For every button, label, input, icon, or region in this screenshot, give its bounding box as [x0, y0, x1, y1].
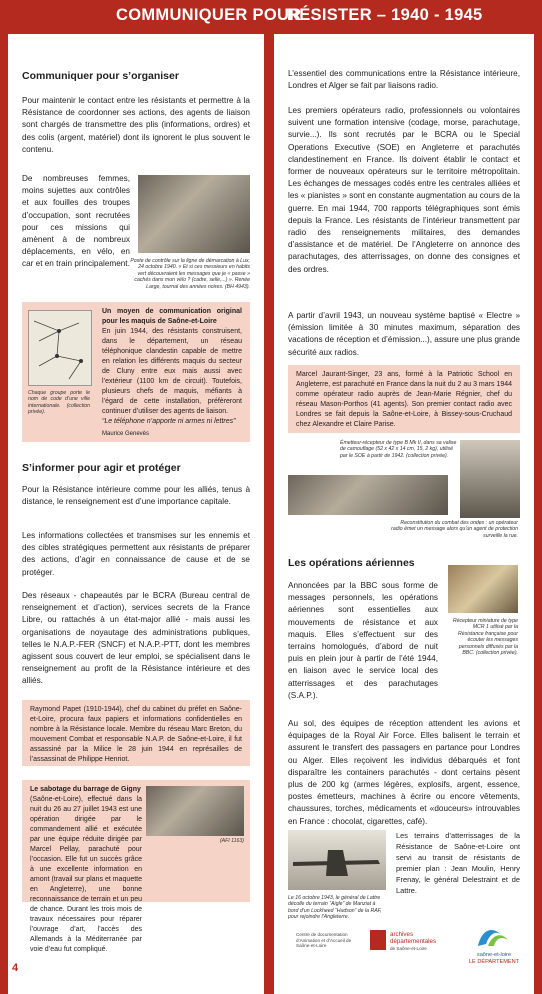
page-header [0, 0, 542, 34]
logo-archives-text [390, 931, 460, 952]
caption-plane: Le 16 octobre 1943, le général de Lattre décolle du terrain “Aigle” de Manziat à bord d’un Lockheed “Hudson” de la RAF, pour rejoindre l’Angleterre. [288, 895, 382, 921]
departement-wave-icon [472, 922, 512, 950]
paragraph-renseignement: Pour la Résistance intérieure comme pour les alliés, tenus à distance, le renseignement est d’une importance capitale. [22, 485, 250, 507]
right-border [534, 34, 542, 994]
photo-radio-operator [460, 440, 520, 518]
paragraph-liaison: Pour maintenir le contact entre les résistants et permettre à la Résistance de coordonner ses actions, des agents de liaison sont chargés de transmettre des plis (informations, ordres) et des colis (argent, matériel) dont ils ignorent le plus souvent le contenu. [22, 96, 250, 154]
logo-archives-mark [370, 930, 386, 950]
section-title-organiser: Communiquer pour s’organiser [22, 70, 179, 82]
paragraph-liaisons-radio: L’essentiel des communications entre la Résistance intérieure, Londres et Alger se fait par liaisons radio. [288, 69, 520, 91]
caption-receiver: Récepteur miniature de type MCR 1 utilisé par la Résistance française pour écouter les messages personnels diffusés par la BBC. (collection privée). [452, 618, 518, 657]
section-title-informer: S’informer pour agir et protéger [22, 462, 181, 474]
header-title-right: RÉSISTER – 1940 - 1945 [287, 6, 483, 24]
header-title-left: COMMUNIQUER POUR [116, 6, 302, 24]
photo-receiver [448, 565, 518, 613]
plane-silhouette [288, 830, 386, 890]
logo-departement-text [468, 952, 520, 965]
box-gigny-body [30, 795, 244, 955]
box-gigny-text: (Saône-et-Loire), effectué dans la nuit du 26 au 27 juillet 1943 est une opération dirigée par le commandement allié et exécutée par une équipe réduite dirigée par Marcel Pellay, parachuté pour l’occasion. Elle fut un succès grâce à une excellente information en amont (travail sur plans et maquette en Angleterre), une bonne reconnaissance de terrain et un peu de chance. Durant les trois mois de travaux nécessaires pour réparer l’ouvrage d’art, l’accès des Allemands à la Méditerranée par voie d’eau fut compliqué. [30, 796, 142, 953]
logo-archives-line1: archives [390, 931, 414, 938]
logo-archives-line2: départementales [390, 938, 437, 945]
logo-centre-documentation: Centre de documentation d’Animation et d’Accueil de Saône-et-Loire [296, 932, 352, 949]
photo-radio-case [288, 475, 448, 515]
box-gigny-title: Le sabotage du barrage de Gigny [30, 786, 141, 793]
paragraph-operateurs: Les premiers opérateurs radio, professionnels ou volontaires suivent une formation intensive (codage, morse, parachutage, survie...). Ils sont recrutés par le BCRA ou le Special Operations Executive (SOE) en Angleterre et parachutés clandestinement en France. Ils doivent établir le contact et former de nouveaux opérateurs sur le territoire métropolitain. Les échanges de messages codés entre les centrales alliées et les « pianistes » sont en constante augmentation au cours de la guerre. En mai 1944, 700 rapports télégraphiques sont émis depuis la France. Les résistants de l’intérieur transmettent par radio des renseignements militaires, des demandes d’assistance et de matériel. De l’Angleterre on annonce des parachutages, des atterrissages, on donne des consignes et des ordres. [288, 106, 520, 274]
logo-departement-line2: LE DÉPARTEMENT [468, 958, 520, 965]
paragraph-operations-aeriennes: Annoncées par la BBC sous forme de messages personnels, les opérations aériennes sont essentielles aux mouvements de résistance et aux maquis. Elles s’effectuent sur des terrains homologués, d’abord de nuit puis en plein jour à partir de l’été 1944, en liaison avec le service local des atterrissages et des parachutages (S.A.P.). [288, 581, 438, 700]
box-telephone-author: Maurice Genevès [102, 431, 150, 437]
paragraph-femmes: De nombreuses femmes, moins sujettes aux contrôles et aux fouilles des troupes d’occupation, sont recrutées pour ces missions qui amènent à de nombreux déplacements, en vélo, en car et en train principalement. [22, 174, 130, 269]
box-gigny [22, 780, 250, 953]
map-drawing [29, 311, 91, 385]
box-telephone-network [22, 302, 250, 442]
caption-map: Chaque groupe porte le nom de code d’une ville internationale. (collection privée). [28, 390, 90, 416]
map-telephone-network [28, 310, 92, 386]
caption-dam: (AFI 1163) [219, 838, 244, 844]
box-telephone-text: En juin 1944, des résistants construisent, dans le département, un réseau téléphonique clandestin capable de mettre en relation les différents maquis du secteur de Cluny entre eux mais aussi avec l’extérieur (1100 km de circuit). Toutefois, plusieurs chefs de maquis, méfiants à l’égard de cette installation, préfèreront continuer d’utiliser des agents de liaison. [102, 328, 242, 415]
caption-checkpoint: Poste de contrôle sur la ligne de démarcation à Lux, 24 octobre 1940. « Et si ces messieurs en habits vert découvraient les messages que je « passe » cachés dans mon vélo ? (cadre, selle,...) ». Renée Large, tournal des années noires. (BH 4943). [130, 258, 250, 290]
paragraph-reseaux: Des réseaux - chapeautés par le BCRA (Bureau central de renseignement et d’action), services secrets de la France Libre, ou rattachés à un état-major allié - mais aussi les organisations de noyautage des administrations publiques, telles le N.A.P.-FER (SNCF) et N.A.P.-PTT, dont les membres agissent sous couvert de leur emploi, se spécialisent dans le renseignement au profit de la Résistance intérieure et des alliés. [22, 591, 250, 686]
photo-checkpoint [138, 175, 250, 253]
paragraph-informations: Les informations collectées et transmises sur les ennemis et des cibles stratégiques permettent aux résistants de préparer des actions, d’agir en connaissance de cause et de se protéger. [22, 531, 250, 577]
caption-radio-case: Émetteur-récepteur de type B Mk II, dans sa valise de camouflage (52 x 42 x 14 cm, 15, 2 kg), utilisé par le SOE à partir de 1942. (collection privée). [340, 440, 457, 459]
paragraph-electre: A partir d’avril 1943, un nouveau système baptisé « Electre » (émission limitée à 30 minutes maximum, séparation des vacations de réception et d’émission...), assure une plus grande sécurité aux radios. [288, 311, 520, 357]
box-raymond-papet: Raymond Papet (1910-1944), chef du cabinet du préfet en Saône-et-Loire, procura faux papiers et informations confidentielles en nombre à la Résistance locale. Membre du réseau Marc Breton, du mouvement Combat et responsable N.A.P. de Saône-et-Loire, il fut assassiné par la Milice le 28 juin 1944 en représailles de l’assassinat de Philippe Henriot. [22, 700, 250, 766]
box-telephone-quote: “Le téléphone n’apporte ni armes ni lettres” [102, 418, 236, 425]
logo-archives-line3: de Saône-et-Loire [390, 946, 427, 951]
paragraph-equipes-reception: Au sol, des équipes de réception attendent les avions et équipages de la Royal Air Force. Elles balisent le terrain et assurent le transfert des passagers en partance pour Londres ou Alger. Elles reçoivent les individus débarqués et font disparaître les containers parachutés - dont certains pèsent plus de 200 kg (armes légères, explosifs, argent, essence, postes émetteurs, machines à écrire ou encore vêtements, chaussures, torches, médicaments et «douceurs» introuvables en France : chocolat, cigarettes, café). [288, 719, 520, 826]
section-title-aeriennes: Les opérations aériennes [288, 557, 415, 569]
column-divider [264, 34, 274, 994]
caption-reconstitution: Reconstitution du combat des ondes : un opérateur radio émet un message alors qu’un agent de protection surveille la rue. [391, 520, 518, 539]
photo-plane [288, 830, 386, 890]
logo-departement-mark [472, 922, 512, 950]
box-telephone-title: Un moyen de communication original pour les maquis de Saône-et-Loire [102, 308, 242, 325]
logo-departement-line1: saône-et-loire [476, 952, 512, 958]
page-number: 4 [12, 962, 19, 974]
box-jaurant-singer: Marcel Jaurant-Singer, 23 ans, formé à la Patriotic School en Angleterre, est parachuté en France dans la nuit du 2 au 3 mars 1944 comme opérateur radio auprès de Jean-Marie Régnier, chef du réseau Mason-Porthos (41 agents). Son premier contact radio avec Londres se fait depuis la Saône-et-Loire, à Bissey-sous-Cruchaud chez Alexandre et Claire Parise. [288, 365, 520, 433]
paragraph-terrains: Les terrains d’atterrissages de la Résistance de Saône-et-Loire ont servi au transit de résistants de premier plan : Jean Moulin, Henry Frenay, le général Delestraint et de Lattre. [396, 831, 520, 895]
left-border [0, 34, 8, 994]
